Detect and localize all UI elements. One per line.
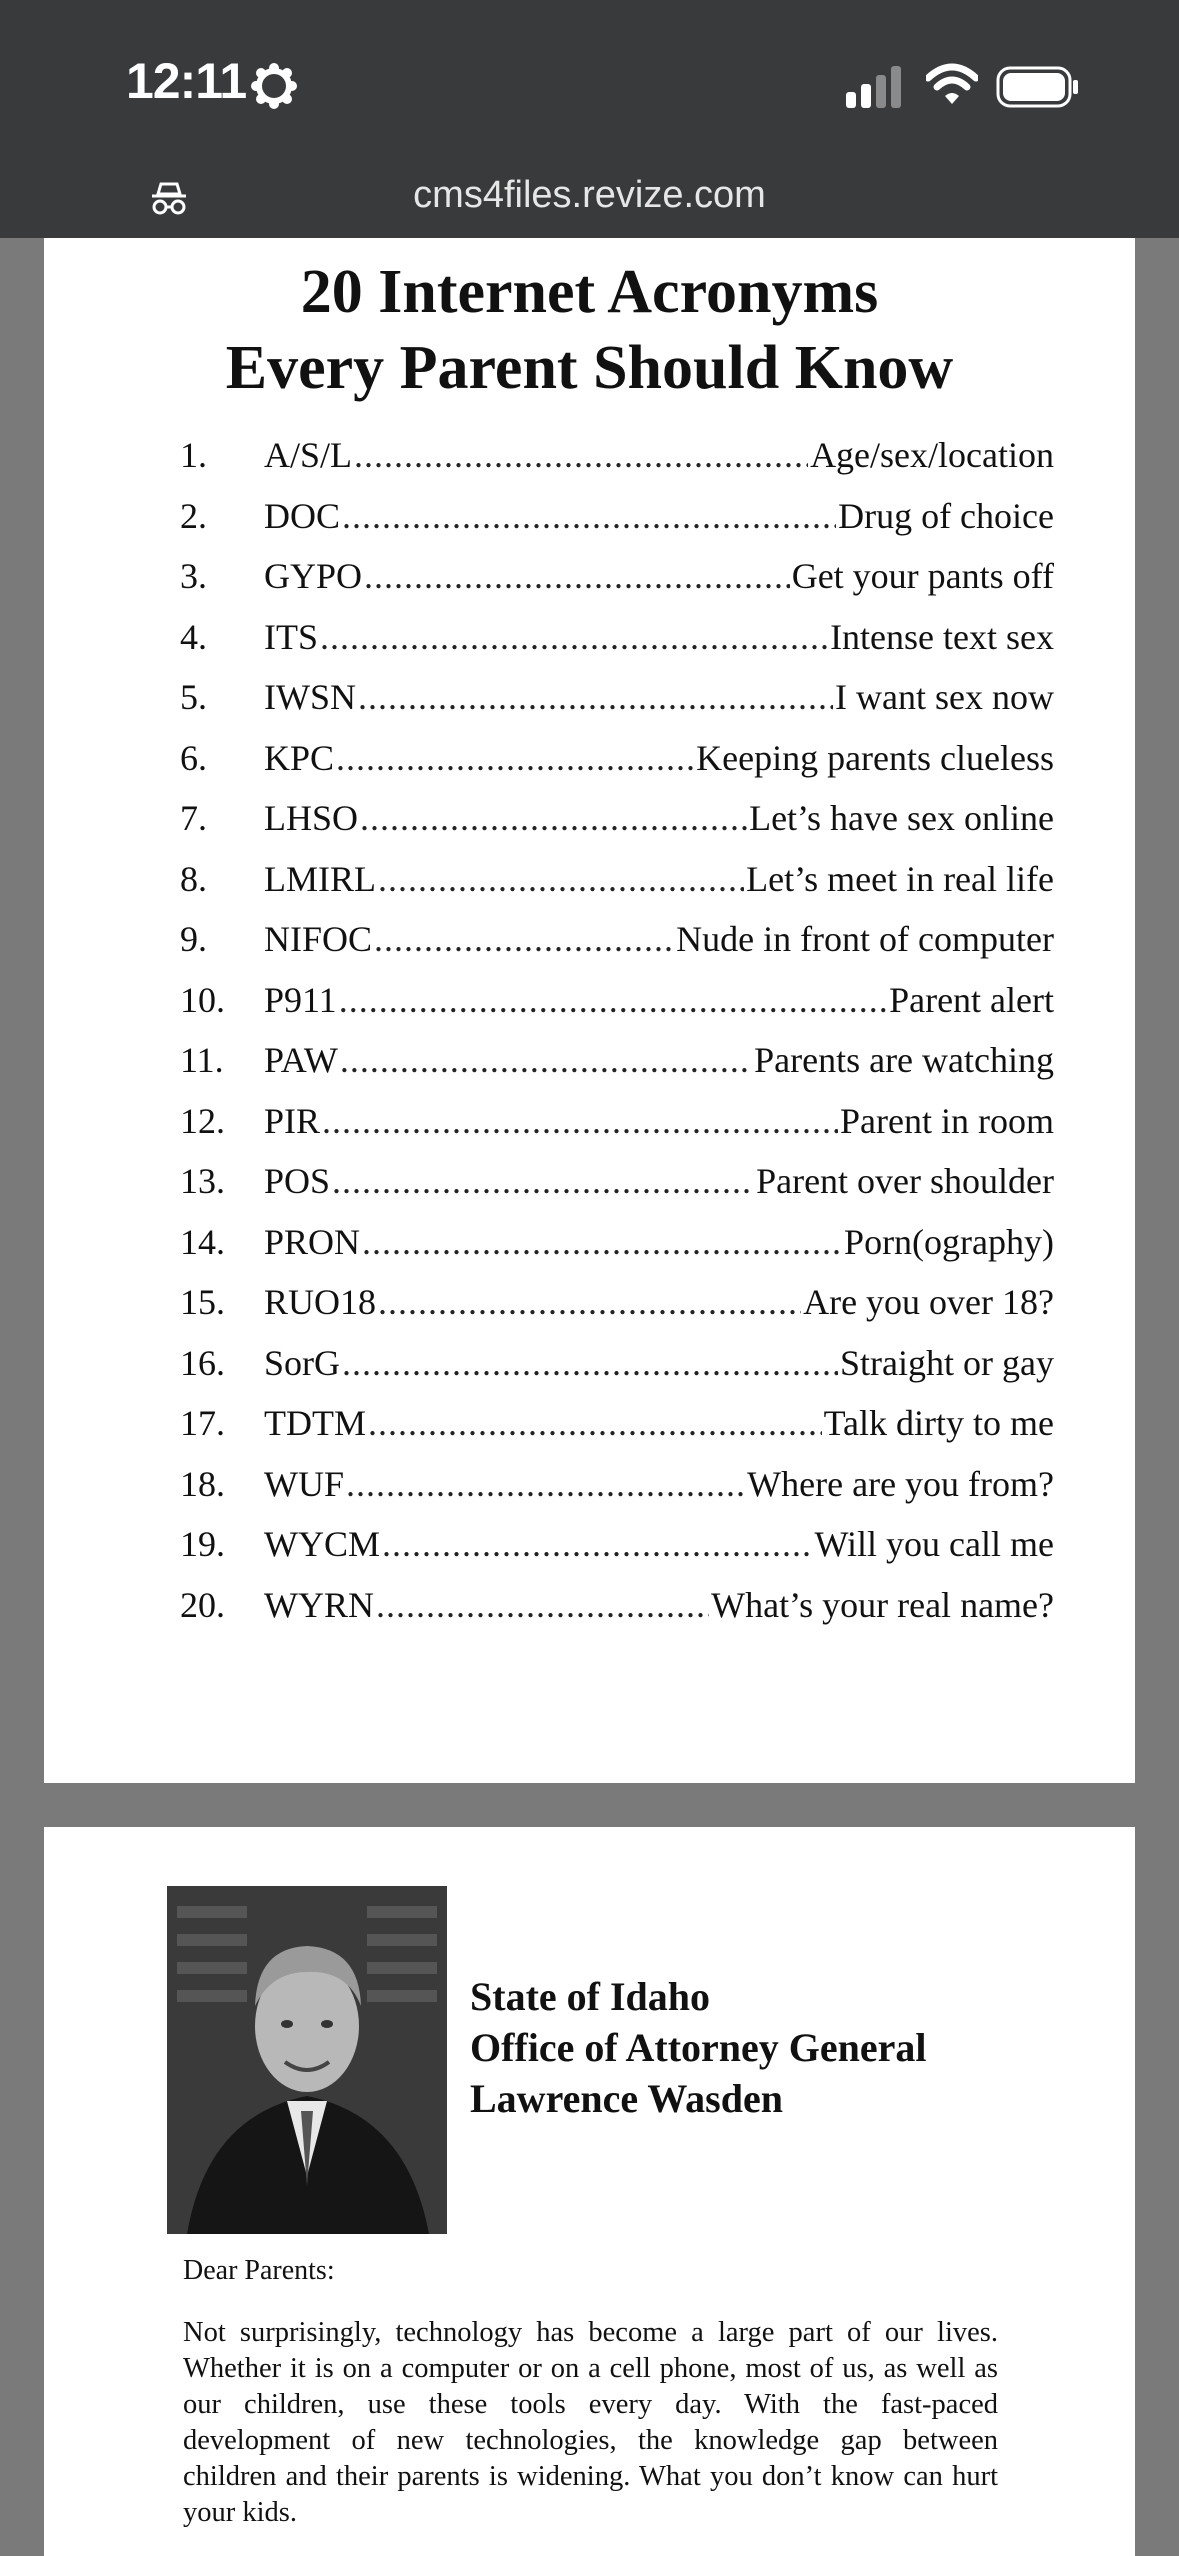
acronym-abbreviation: WUF bbox=[264, 1463, 344, 1504]
acronym-meaning: Keeping parents clueless bbox=[696, 737, 1054, 778]
url-bar[interactable] bbox=[0, 140, 1179, 238]
acronym-number: 9. bbox=[180, 919, 207, 959]
wifi-icon bbox=[926, 62, 978, 106]
document-title bbox=[44, 254, 1135, 406]
acronym-abbreviation: WYRN bbox=[264, 1584, 374, 1625]
status-time: 12:11 bbox=[126, 53, 247, 109]
acronym-number: 16. bbox=[180, 1342, 225, 1383]
acronym-entry bbox=[264, 1459, 1054, 1509]
dot-leader bbox=[376, 1580, 709, 1630]
acronym-number: 4. bbox=[180, 616, 207, 657]
pdf-page-1 bbox=[44, 238, 1135, 1783]
dot-leader bbox=[362, 1217, 842, 1267]
acronym-abbreviation: A/S/L bbox=[264, 435, 353, 475]
office-heading bbox=[470, 1971, 927, 2124]
acronym-row bbox=[44, 672, 1135, 722]
acronym-abbreviation: PRON bbox=[264, 1221, 361, 1262]
dot-leader bbox=[378, 854, 744, 904]
acronym-abbreviation: IWSN bbox=[264, 677, 356, 717]
acronym-meaning: Are you over 18? bbox=[803, 1282, 1054, 1322]
dot-leader bbox=[374, 914, 674, 964]
dot-leader bbox=[382, 1519, 813, 1569]
acronym-entry bbox=[264, 672, 1054, 722]
acronym-entry bbox=[264, 854, 1054, 904]
acronym-row bbox=[44, 430, 1135, 480]
acronym-row bbox=[44, 793, 1135, 843]
attorney-general-portrait bbox=[167, 1886, 447, 2234]
acronym-row bbox=[44, 1277, 1135, 1327]
acronym-entry bbox=[264, 1519, 1054, 1569]
acronym-number: 13. bbox=[180, 1161, 225, 1201]
dot-leader bbox=[364, 551, 790, 601]
letter-salutation: Dear Parents: bbox=[183, 2255, 335, 2286]
acronym-abbreviation: GYPO bbox=[264, 556, 363, 596]
acronym-abbreviation: KPC bbox=[264, 737, 335, 778]
acronym-abbreviation: WYCM bbox=[264, 1524, 380, 1564]
acronym-row bbox=[44, 1459, 1135, 1509]
acronym-row bbox=[44, 733, 1135, 783]
acronym-entry bbox=[264, 914, 1054, 964]
acronym-entry bbox=[264, 430, 1054, 480]
acronym-number: 14. bbox=[180, 1221, 225, 1262]
acronym-abbreviation: TDTM bbox=[264, 1403, 366, 1443]
acronym-abbreviation: P911 bbox=[264, 979, 337, 1020]
acronym-entry bbox=[264, 975, 1054, 1025]
acronym-abbreviation: LMIRL bbox=[264, 858, 376, 899]
acronym-entry bbox=[264, 733, 1054, 783]
acronym-meaning: Nude in front of computer bbox=[676, 919, 1054, 959]
dot-leader bbox=[378, 1277, 801, 1327]
acronym-abbreviation: PAW bbox=[264, 1040, 338, 1080]
dot-leader bbox=[322, 1096, 838, 1146]
acronym-number: 3. bbox=[180, 556, 207, 596]
dot-leader bbox=[332, 1156, 754, 1206]
acronym-entry bbox=[264, 551, 1054, 601]
acronym-meaning: Let’s have sex online bbox=[749, 798, 1054, 838]
acronym-number: 17. bbox=[180, 1403, 225, 1443]
acronym-entry bbox=[264, 1217, 1054, 1267]
acronym-row bbox=[44, 1338, 1135, 1388]
dot-leader bbox=[340, 1035, 752, 1085]
letter-body: Not surprisingly, technology has become a large part of our lives. Whether it is on a computer or on a cell phone, most of us, as well as our children, use these tools every day. With the fast-paced development of new technologies, the knowledge gap between children and their parents is widening. What you don’t know can hurt your kids. bbox=[183, 2317, 998, 2528]
acronym-abbreviation: PIR bbox=[264, 1100, 321, 1141]
acronym-row bbox=[44, 914, 1135, 964]
acronym-meaning: Get your pants off bbox=[791, 556, 1054, 596]
acronym-entry bbox=[264, 1277, 1054, 1327]
office-line-office: Office of Attorney General bbox=[470, 2025, 927, 2070]
acronym-meaning: Let’s meet in real life bbox=[746, 858, 1054, 899]
acronym-row bbox=[44, 854, 1135, 904]
battery-icon bbox=[996, 66, 1080, 108]
acronym-meaning: Drug of choice bbox=[838, 495, 1054, 536]
acronym-row bbox=[44, 1398, 1135, 1448]
dot-leader bbox=[342, 1338, 838, 1388]
acronym-row bbox=[44, 1096, 1135, 1146]
signal-icon bbox=[846, 66, 906, 108]
acronym-number: 1. bbox=[180, 435, 207, 475]
acronym-entry bbox=[264, 1580, 1054, 1630]
dot-leader bbox=[360, 793, 747, 843]
acronym-meaning: Parent over shoulder bbox=[756, 1161, 1054, 1201]
acronym-number: 11. bbox=[180, 1040, 224, 1080]
office-line-state: State of Idaho bbox=[470, 1974, 711, 2019]
acronym-meaning: Age/sex/location bbox=[810, 435, 1054, 475]
acronym-abbreviation: RUO18 bbox=[264, 1282, 377, 1322]
acronym-abbreviation: NIFOC bbox=[264, 919, 373, 959]
acronym-abbreviation: ITS bbox=[264, 616, 318, 657]
acronym-row bbox=[44, 551, 1135, 601]
dot-leader bbox=[342, 491, 836, 541]
title-line-2: Every Parent Should Know bbox=[225, 334, 954, 402]
acronym-row bbox=[44, 975, 1135, 1025]
acronym-abbreviation: SorG bbox=[264, 1342, 341, 1383]
acronym-number: 15. bbox=[180, 1282, 225, 1322]
acronym-number: 6. bbox=[180, 737, 207, 778]
acronym-entry bbox=[264, 1398, 1054, 1448]
acronym-meaning: Where are you from? bbox=[747, 1463, 1054, 1504]
acronym-meaning: Talk dirty to me bbox=[823, 1403, 1054, 1443]
dot-leader bbox=[368, 1398, 822, 1448]
acronym-row bbox=[44, 1217, 1135, 1267]
acronym-number: 8. bbox=[180, 858, 207, 899]
acronym-abbreviation: POS bbox=[264, 1161, 331, 1201]
acronym-number: 20. bbox=[180, 1584, 225, 1625]
acronym-number: 12. bbox=[180, 1100, 225, 1141]
acronym-number: 7. bbox=[180, 798, 207, 838]
acronym-meaning: What’s your real name? bbox=[711, 1584, 1054, 1625]
acronym-row bbox=[44, 1035, 1135, 1085]
acronym-meaning: I want sex now bbox=[835, 677, 1054, 717]
dot-leader bbox=[336, 733, 694, 783]
acronym-abbreviation: LHSO bbox=[264, 798, 359, 838]
acronym-row bbox=[44, 1519, 1135, 1569]
status-bar bbox=[0, 0, 1179, 140]
acronym-entry bbox=[264, 1096, 1054, 1146]
acronym-meaning: Porn(ography) bbox=[844, 1221, 1054, 1262]
acronym-meaning: Parent alert bbox=[889, 979, 1054, 1020]
gear-icon bbox=[250, 62, 298, 110]
acronym-row bbox=[44, 1156, 1135, 1206]
acronym-number: 18. bbox=[180, 1463, 225, 1504]
acronym-entry bbox=[264, 1338, 1054, 1388]
acronym-entry bbox=[264, 1156, 1054, 1206]
acronym-meaning: Parent in room bbox=[840, 1100, 1054, 1141]
office-line-name: Lawrence Wasden bbox=[470, 2076, 783, 2121]
dot-leader bbox=[346, 1459, 745, 1509]
acronym-number: 10. bbox=[180, 979, 225, 1020]
acronym-row bbox=[44, 612, 1135, 662]
dot-leader bbox=[320, 612, 828, 662]
url-text[interactable]: cms4files.revize.com bbox=[413, 174, 766, 216]
acronym-meaning: Parents are watching bbox=[754, 1040, 1054, 1080]
acronym-meaning: Intense text sex bbox=[830, 616, 1054, 657]
acronym-entry bbox=[264, 1035, 1054, 1085]
acronym-row bbox=[44, 1580, 1135, 1630]
acronym-number: 2. bbox=[180, 495, 207, 536]
acronym-number: 5. bbox=[180, 677, 207, 717]
acronym-entry bbox=[264, 612, 1054, 662]
acronym-number: 19. bbox=[180, 1524, 225, 1564]
dot-leader bbox=[358, 672, 833, 722]
acronym-meaning: Will you call me bbox=[814, 1524, 1054, 1564]
acronym-abbreviation: DOC bbox=[264, 495, 341, 536]
acronym-meaning: Straight or gay bbox=[840, 1342, 1054, 1383]
title-line-1: 20 Internet Acronyms bbox=[300, 258, 879, 326]
dot-leader bbox=[339, 975, 887, 1025]
pdf-page-2 bbox=[44, 1827, 1135, 2556]
acronym-entry bbox=[264, 491, 1054, 541]
dot-leader bbox=[354, 430, 808, 480]
acronym-entry bbox=[264, 793, 1054, 843]
acronym-row bbox=[44, 491, 1135, 541]
